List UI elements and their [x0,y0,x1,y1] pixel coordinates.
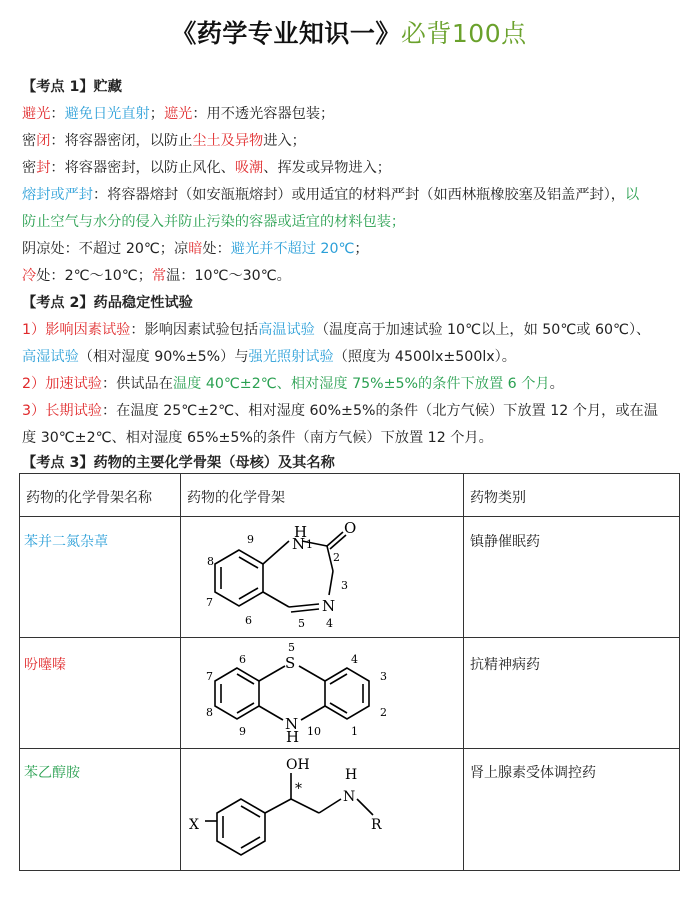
term-rongfeng: 熔封或严封 [22,187,93,203]
text: 处： [202,241,231,257]
term-feng: 封 [36,160,51,176]
text: ： [50,106,65,122]
term-influence: 影响因素试验 [45,322,131,338]
term-leng: 冷 [22,268,37,284]
atom-o: O [344,519,357,537]
num: 5 [298,617,305,630]
num: 6 [245,614,252,627]
term-bi-guang-def: 避免日光直射 [64,106,150,122]
num: 4 [326,617,333,630]
num: 4 [351,653,358,666]
kp2-line-5: 度 30℃±2℃、相对湿度 65%±5%的条件（南方气候）下放置 12 个月。 [22,430,493,446]
title-main: 《药学专业知识一》 [171,19,401,48]
term-bi-guang: 避光 [22,106,51,122]
term-liang-an: 避光并不超过 20℃ [230,241,355,257]
text: 阴凉处：不超过 20℃；凉 [22,241,189,257]
text: 密 [22,133,37,149]
text: 2） [22,376,46,392]
atom-r: R [371,817,382,833]
kp3-heading: 【考点 3】药物的主要化学骨架（母核）及其名称 [22,455,335,471]
text: ：将容器密封，以防止风化、 [50,160,235,176]
kp1-heading: 【考点 1】贮藏 [22,79,122,95]
row-category-antipsychotic: 抗精神病药 [470,657,540,673]
row-name-phenylethanolamine: 苯乙醇胺 [24,765,80,781]
num: 6 [239,653,246,666]
term-an: 暗 [188,241,203,257]
phenylethanolamine-structure [181,749,463,871]
term-xichao: 吸潮 [234,160,264,176]
kp1-line-7 [22,263,291,289]
text: ； [149,106,164,122]
atom-n4: N [322,597,336,615]
atom-x: X [189,817,199,833]
num: 7 [206,596,213,609]
num: 2 [380,706,387,719]
num: 8 [206,706,213,719]
term-long-term: 长期试验 [45,403,102,419]
skeleton-table [19,473,680,871]
atom-oh: OH [286,757,310,773]
num: 10 [307,725,321,738]
kp2-line-2 [22,344,516,370]
text: ； [354,241,369,257]
row-name-benzodiazepine: 苯并二氮杂䓬 [24,534,108,550]
term-dust: 尘土及异物 [192,133,264,149]
term-light: 强光照射试验 [248,349,334,365]
atom-h: H [294,523,308,541]
kp2-line-3 [22,371,564,397]
row-category-sedative: 镇静催眠药 [470,534,540,550]
kp2-heading: 【考点 2】药品稳定性试验 [22,295,193,311]
num: 3 [380,670,387,683]
num: 7 [206,670,213,683]
kp2-line-4 [22,398,658,424]
header-category: 药物类别 [470,490,526,506]
title-sub: 必背100点 [400,19,527,48]
text: ：将容器密闭，以防止 [50,133,193,149]
row-name-phenothiazine: 吩噻嗪 [24,657,66,673]
kp1-line-2 [22,128,306,154]
term-bi: 闭 [36,133,51,149]
text: （照度为 4500lx±500lx）。 [333,349,516,365]
text: （温度高于加速试验 10℃以上，如 50℃或 60℃）、 [314,322,651,338]
header-skeleton: 药物的化学骨架 [187,490,285,506]
text: 进入； [263,133,306,149]
text: ：影响因素试验包括 [130,322,259,338]
atom-n1: N [292,535,306,553]
text: 、挥发或异物进入； [263,160,391,176]
kp1-line-6 [22,236,369,262]
text: 密 [22,160,37,176]
row-category-adrenergic: 肾上腺素受体调控药 [470,765,596,781]
text: 3） [22,403,46,419]
num: 9 [239,725,246,738]
text: 1） [22,322,46,338]
text: ：用不透光容器包装； [192,106,335,122]
text: 处：2℃～10℃； [36,268,152,284]
kp1-line-1 [22,101,334,127]
chiral-star: * [295,781,302,797]
num: 2 [333,551,340,564]
kp1-line-3 [22,155,391,181]
text: 。 [549,376,564,392]
text: ：将容器熔封（如安瓿瓶熔封）或用适宜的材料严封（如西林瓶橡胶塞及铝盖严封）， [92,187,625,203]
num: 3 [341,579,348,592]
atom-h: H [345,767,358,783]
num: 8 [207,555,214,568]
text: ：供试品在 [101,376,173,392]
col-divider [463,474,464,870]
kp1-line-5: 防止空气与水分的侵入并防止污染的容器或适宜的材料包装； [22,214,406,230]
page-title [0,14,698,50]
term-accel-cond: 温度 40℃±2℃、相对湿度 75%±5%的条件下放置 6 个月 [172,376,550,392]
kp1-line-4 [22,182,639,208]
atom-h: H [286,728,300,746]
kp2-line-1 [22,317,650,343]
term-high-humidity: 高湿试验 [22,349,79,365]
header-name: 药物的化学骨架名称 [26,490,152,506]
text: 温：10℃～30℃。 [166,268,291,284]
term-accelerated: 加速试验 [45,376,102,392]
num: 1 [351,725,358,738]
phenothiazine-structure [181,638,463,748]
num: 9 [247,533,254,546]
num: 1 [306,538,313,551]
term-chang: 常 [151,268,167,284]
atom-s: S [285,654,296,672]
benzodiazepine-structure [181,517,463,637]
text: ：在温度 25℃±2℃、相对湿度 60%±5%的条件（北方气候）下放置 12 个月，或在温 [101,403,658,419]
num: 5 [288,641,295,654]
atom-n: N [343,789,356,805]
term-zhe-guang: 遮光 [163,106,193,122]
term-high-temp: 高温试验 [258,322,315,338]
text: 以 [624,187,640,203]
atom-n: N [285,715,299,733]
text: （相对湿度 90%±5%）与 [78,349,249,365]
